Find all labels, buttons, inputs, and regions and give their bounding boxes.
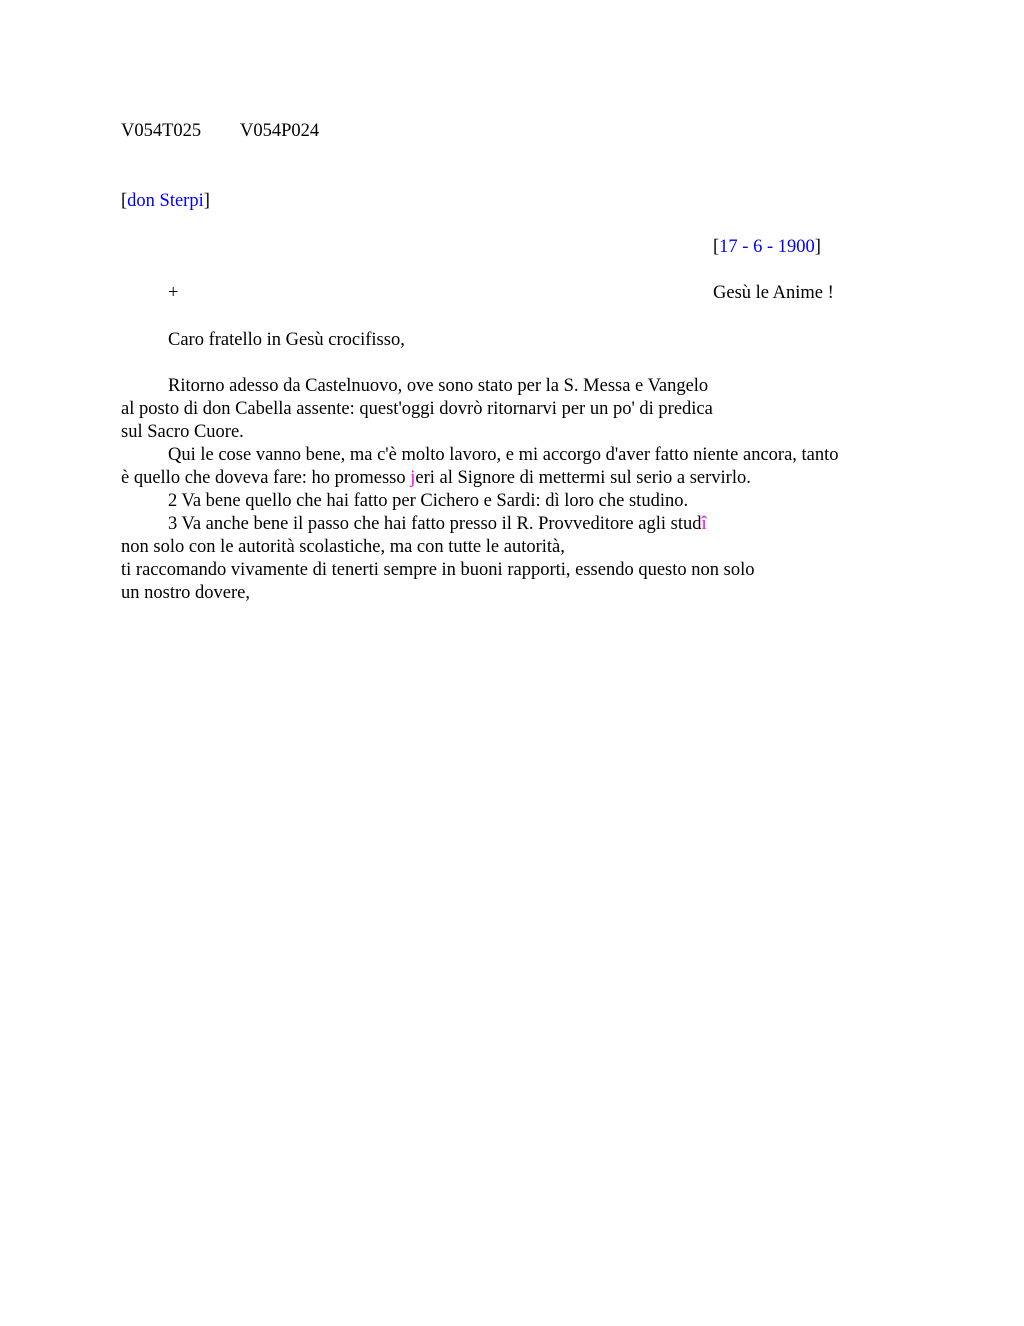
reference-code-t: V054T025: [121, 121, 202, 141]
recipient-bracket-open: [: [121, 191, 128, 211]
body-line-2: al posto di don Cabella assente: quest'oggi dovrò ritornarvi per un po' di predica: [121, 399, 713, 419]
body-line-1: Ritorno adesso da Castelnuovo, ove sono stato per la S. Messa e Vangelo: [168, 376, 709, 396]
emendation-mark: î: [701, 514, 707, 534]
body-line-3: sul Sacro Cuore.: [121, 422, 244, 442]
date-bracket-close: ]: [814, 237, 821, 257]
body-line-4: Qui le cose vanno bene, ma c'è molto lavoro, e mi accorgo d'aver fatto niente ancora, tanto: [168, 445, 839, 465]
emendation-mark: j: [410, 468, 416, 488]
salutation: Caro fratello in Gesù crocifisso,: [168, 330, 405, 350]
cross-symbol: +: [168, 283, 179, 303]
date-line: [713, 236, 821, 259]
motto: Gesù le Anime !: [713, 283, 834, 303]
recipient-bracket-close: ]: [203, 191, 210, 211]
date-bracket-open: [: [713, 237, 720, 257]
body-line-5-start: è quello che doveva fare: ho promesso: [121, 468, 411, 488]
body-line-5-end: eri al Signore di mettermi sul serio a servirlo.: [415, 468, 751, 488]
body-line-9: ti raccomando vivamente di tenerti sempre in buoni rapporti, essendo questo non solo: [121, 560, 755, 580]
reference-code-p: V054P024: [240, 121, 320, 141]
body-line-10: un nostro dovere,: [121, 583, 250, 603]
letter-date: 17 - 6 - 1900: [719, 237, 815, 257]
body-line-8: non solo con le autorità scolastiche, ma con tutte le autorità,: [121, 537, 565, 557]
body-line-7-start: 3 Va anche bene il passo che hai fatto presso il R. Provveditore agli stud: [168, 514, 702, 534]
recipient-name: don Sterpi: [127, 191, 204, 211]
recipient-line: [121, 190, 210, 213]
body-line-6: 2 Va bene quello che hai fatto per Cichero e Sardi: dì loro che studino.: [168, 491, 689, 511]
body-line-5: [121, 467, 751, 490]
body-line-7: [168, 513, 707, 536]
